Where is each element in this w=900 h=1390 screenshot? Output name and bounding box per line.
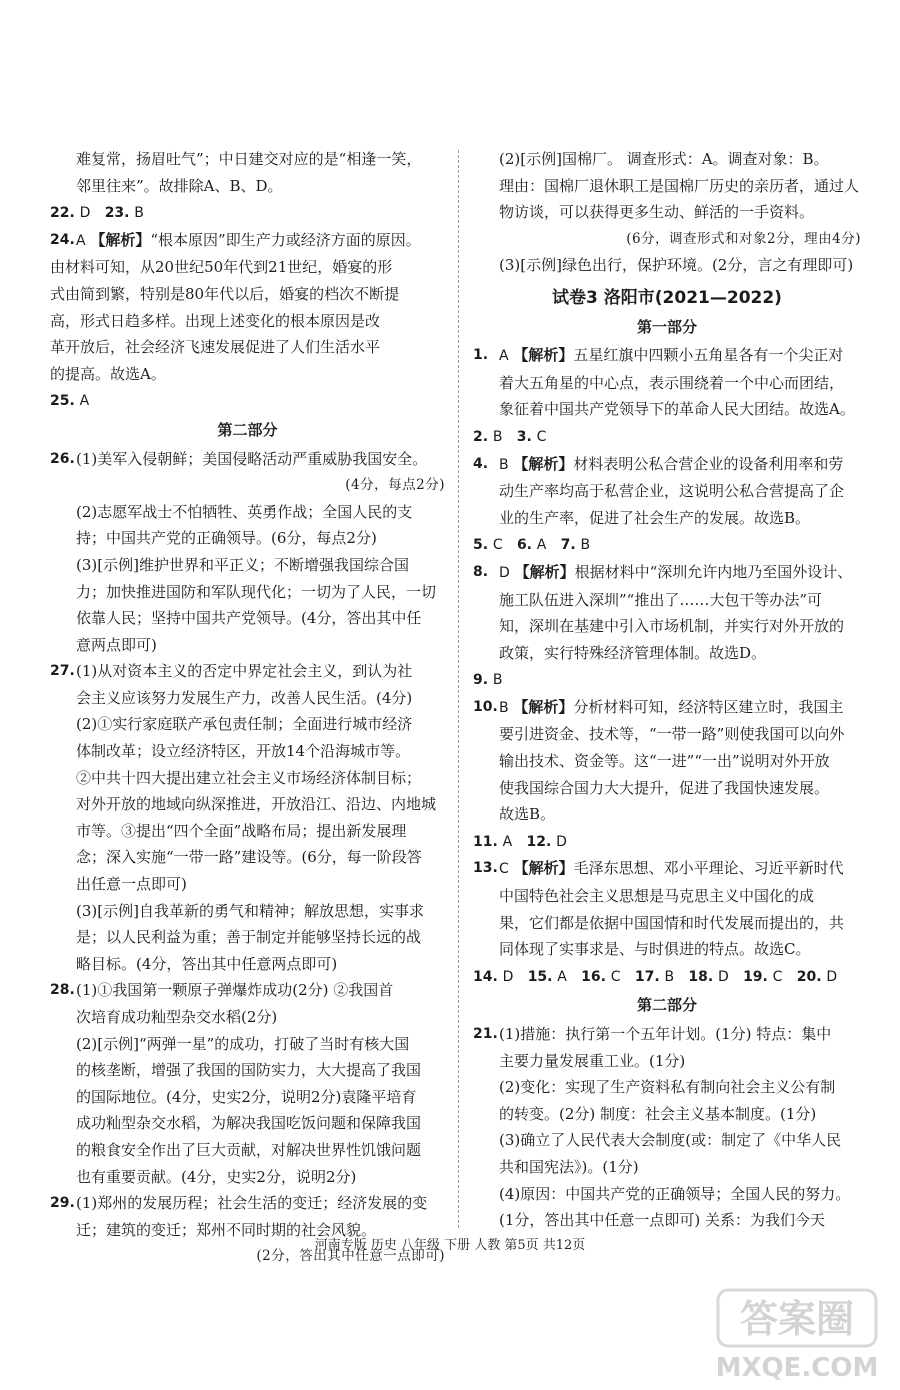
watermark-text-top: 答案圈 — [739, 1297, 855, 1341]
q29-part2: (2)[示例]国棉厂。 调查形式：A。调查对象：B。 理由：国棉厂退休职工是国棉厂历史的亲历者，通过人 物访谈，可以获得更多生动、鲜活的一手资料。 (6分，调查形式和对象2分，理由4分) (3)[示例]绿色出行，保护环境。(2分，言之有理即可) — [499, 150, 861, 275]
answers-5-7: 5. C 6. A 7. B — [473, 537, 591, 554]
question-10: 10. B 【解析】分析材料可知，经济特区建立时，我国主 要引进资金、技术等，“一带一路”则使我国可以向外 输出技术、资金等。这“一进”“一出”说明对外开放 使我国综合国力大大提升，促进了我国快速发展。 故选B。 — [473, 697, 845, 824]
question-28: 28. (1)①我国第一颗原子弹爆炸成功(2分) ②我国首 次培育成功籼型杂交水稻(2分) (2)[示例]“两弹一星”的成功，打破了当时有核大国 的核垄断，增强了我国的国防实力，大大提高了我国 的国际地位。(4分，史实2分，说明2分)袁隆平培育 成功籼型杂交水稻，为解决我国吃饭问题和保障我国 的粮食安全作出了巨大贡献，对解决世界性饥饿问题 也有重要贡献。(4分，史实2分，说明2分) — [50, 981, 422, 1186]
answer-9: 9. B — [473, 672, 503, 689]
question-8: 8. D 【解析】根据材料中“深圳允许内地乃至国外设计、 施工队伍进入深圳”“推出了……大包干等办法”可 知，深圳在基建中引入市场机制，并实行对外开放的 政策，实行特殊经济管理体制。故选D。 — [473, 562, 853, 662]
paper-title: 试卷3 洛阳市(2021—2022) — [552, 287, 782, 308]
watermark-text-bottom: MXQE.COM — [715, 1353, 879, 1383]
q21-continued: 难复常，扬眉吐气”；中日建交对应的是“相逢一笑， 邻里往来”。故排除A、B、D。 — [76, 150, 422, 195]
watermark-logo — [712, 1286, 882, 1384]
question-4: 4. B 【解析】材料表明公私合营企业的设备利用率和劳 动生产率均高于私营企业，这说明公私合营提高了企 业的生产率，促进了社会生产的发展。故选B。 — [473, 454, 845, 527]
column-divider — [458, 150, 459, 1228]
answers-11-12: 11. A 12. D — [473, 833, 567, 850]
answers-22-23: 22. D 23. B — [50, 205, 144, 222]
section-heading-part2-right: 第二部分 — [636, 996, 697, 1015]
right-column — [473, 146, 861, 1234]
question-26: 26. (1)美军入侵朝鲜；美国侵略活动严重威胁我国安全。 (4分，每点2分) (2)志愿军战士不怕牺牲、英勇作战；全国人民的支 持；中国共产党的正确领导。(6分，每点2分) (3)[示例]维护世界和平正义；不断增强我国综合国 力；加快推进国防和军队现代化；一切为了人民，一切 依靠人民；坚持中国共产党领导。(4分，答出其中任 意两点即可) — [50, 449, 445, 654]
answers-2-3: 2. B 3. C — [473, 428, 547, 445]
question-27: 27. (1)从对资本主义的否定中界定社会主义，到认为社 会主义应该努力发展生产力，改善人民生活。(4分) (2)①实行家庭联产承包责任制；全面进行城市经济 体制改革；设立经济特区，开放14个沿海城市等。 ②中共十四大提出建立社会主义市场经济体制目标； 对外开放的地域向纵深推进，开放沿江、沿边、内地城 市等。③提出“四个全面”战略布局；提出新发展理 念；深入实施“一带一路”建设等。(6分，每一阶段答 出任意一点即可) (3)[示例]自我革新的勇气和精神；解放思想，实事求 是；以人民利益为重；善于制定并能够坚持长远的战 略目标。(4分，答出其中任意两点即可) — [50, 662, 437, 973]
section-heading-part1: 第一部分 — [636, 317, 697, 336]
question-29: 29. (1)郑州的发展历程；社会生活的变迁；经济发展的变 迁；建筑的变迁；郑州不同时期的社会风貌。 (2分，答出其中任意一点即可) — [50, 1194, 445, 1265]
left-column — [50, 146, 445, 1270]
page-footer: 河南专版 历史 八年级 下册 人教 第5页 共12页 — [314, 1238, 586, 1253]
answers-14-20: 14. D 15. A 16. C 17. B 18. D 19. C 20. D — [473, 968, 838, 985]
section-heading-part2: 第二部分 — [217, 420, 278, 439]
question-24: 24. A 【解析】“根本原因”即生产力或经济方面的原因。 由材料可知，从20世纪50年代到21世纪，婚宴的形 式由简到繁，特别是80年代以后，婚宴的档次不断提 高，形式日趋多样。出现上述变化的根本原因是改 革开放后，社会经济飞速发展促进了人们生活水平 的提高。故选A。 — [50, 230, 421, 383]
question-1: 1. A 【解析】五星红旗中四颗小五角星各有一个尖正对 着大五角星的中心点，表示围绕着一个中心而团结， 象征着中国共产党领导下的革命人民大团结。故选A。 — [473, 346, 855, 419]
question-21: 21. (1)措施：执行第一个五年计划。(1分) 特点：集中 主要力量发展重工业。(1分) (2)变化：实现了生产资料私有制向社会主义公有制 的转变。(2分) 制度：社会主义基本制度。(1分) (3)确立了人民代表大会制度(或：制定了《中华人民 共和国宪法》)。(1分) (4)原因：中国共产党的正确领导；全国人民的努力。 (1分，答出其中任意一点即可) 关系：为我们今天 — [473, 1025, 851, 1230]
answer-25: 25. A — [50, 393, 90, 410]
question-13: 13. C 【解析】毛泽东思想、邓小平理论、习近平新时代 中国特色社会主义思想是马克思主义中国化的成 果，它们都是依据中国国情和时代发展而提出的，共 同体现了实事求是、与时俱进的特点。故选C。 — [473, 859, 845, 959]
